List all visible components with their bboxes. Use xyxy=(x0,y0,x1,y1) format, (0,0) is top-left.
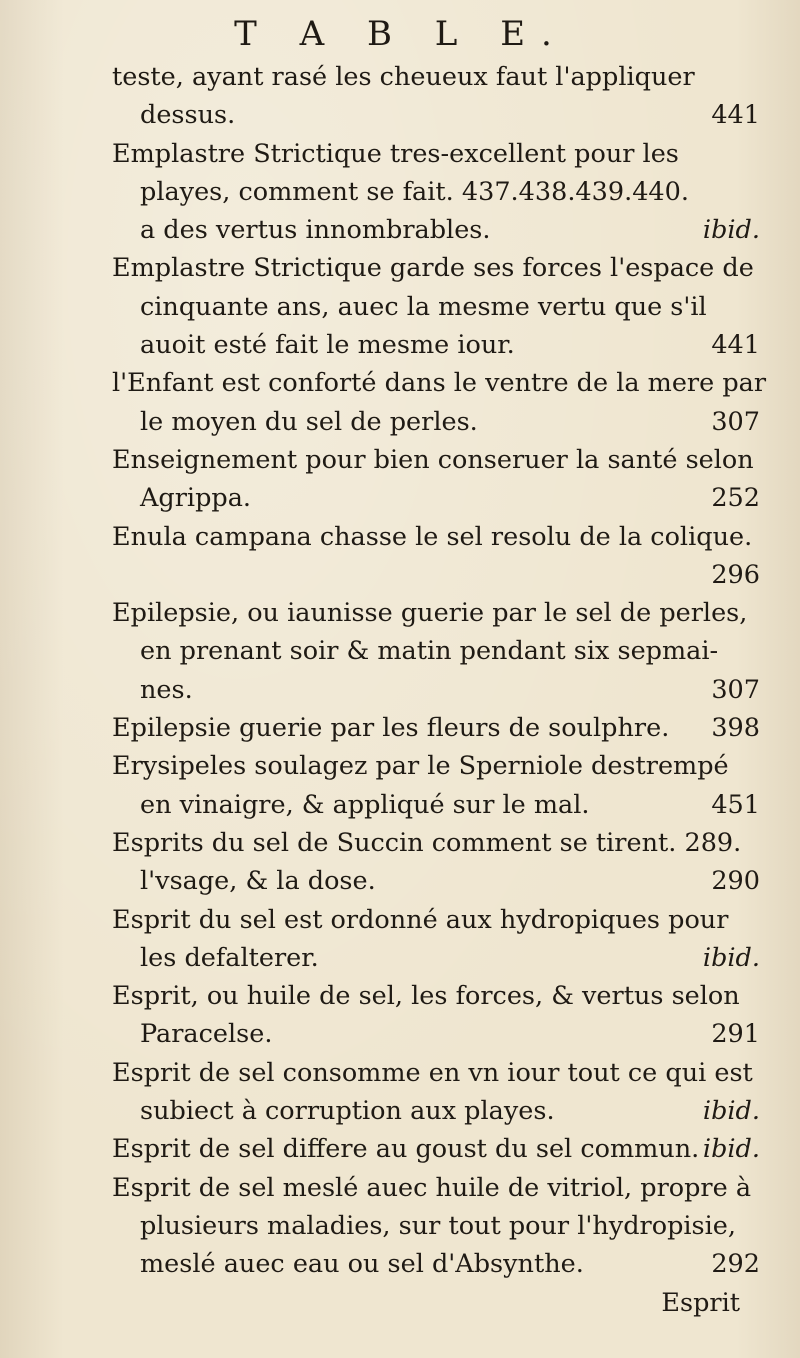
entry-text: Epilepsie guerie par les fleurs de soulphre. xyxy=(112,713,670,744)
page-reference: 292 xyxy=(711,1249,760,1280)
index-entry xyxy=(112,1130,760,1168)
entry-text: subiect à corruption aux playes. xyxy=(140,1096,555,1127)
entry-line: playes, comment se fait. 437.438.439.440. xyxy=(140,176,689,207)
entry-tail-line xyxy=(112,556,760,594)
entry-tail-line xyxy=(112,671,760,709)
catchword: Esprit xyxy=(661,1287,740,1318)
entry-line: Emplastre Strictique garde ses forces l'espace de xyxy=(112,253,754,284)
entry-tail-line xyxy=(112,709,760,747)
index-entry xyxy=(112,747,760,824)
page-reference: 451 xyxy=(711,789,760,820)
entry-text: le moyen du sel de perles. xyxy=(140,406,478,437)
entry-text: Esprit de sel differe au goust du sel commun. xyxy=(112,1134,700,1165)
page-reference: ibid. xyxy=(702,215,760,246)
entry-line: Erysipeles soulagez par le Sperniole destrempé xyxy=(112,751,729,782)
page-reference: 290 xyxy=(711,866,760,897)
entry-tail-line xyxy=(112,211,760,249)
entry-line: Emplastre Strictique tres-excellent pour les xyxy=(112,138,679,169)
index-entry xyxy=(112,441,760,518)
entry-text: en vinaigre, & appliqué sur le mal. xyxy=(140,789,590,820)
page-reference: 296 xyxy=(711,559,760,590)
entry-text: meslé auec eau ou sel d'Absynthe. xyxy=(140,1249,584,1280)
entry-tail-line xyxy=(112,1245,760,1283)
entry-text: dessus. xyxy=(140,100,236,131)
index-entry xyxy=(112,364,767,441)
entry-tail-line xyxy=(112,862,760,900)
entry-text: Agrippa. xyxy=(140,483,252,514)
index-entry xyxy=(112,518,760,595)
entry-line: Esprits du sel de Succin comment se tirent. 289. xyxy=(112,827,742,858)
entry-tail-line xyxy=(112,96,760,134)
entry-tail-line xyxy=(112,403,760,441)
entry-line: l'Enfant est conforté dans le ventre de la mere par xyxy=(112,368,767,399)
entry-tail-line xyxy=(112,1130,760,1168)
entry-text: l'vsage, & la dose. xyxy=(140,866,376,897)
entry-text: les defalterer. xyxy=(140,942,319,973)
entry-line: Esprit de sel consomme en vn iour tout ce qui est xyxy=(112,1057,753,1088)
index-entry xyxy=(112,824,760,901)
index-entry xyxy=(112,1054,760,1131)
page-reference: ibid. xyxy=(702,1096,760,1127)
page-reference: 441 xyxy=(711,330,760,361)
entry-text: nes. xyxy=(140,674,193,705)
page-reference: 441 xyxy=(711,100,760,131)
page-reference: 398 xyxy=(711,713,760,744)
entry-line: Esprit, ou huile de sel, les forces, & vertus selon xyxy=(112,981,740,1012)
entry-tail-line xyxy=(112,939,760,977)
index-entry xyxy=(112,594,760,709)
index-entry xyxy=(112,1169,760,1284)
entry-tail-line xyxy=(112,1092,760,1130)
page-reference: ibid. xyxy=(702,1134,760,1165)
index-entry xyxy=(112,249,760,364)
page-reference: ibid. xyxy=(702,942,760,973)
index-entry xyxy=(112,135,760,250)
index-entry xyxy=(112,58,760,135)
entry-text: auoit esté fait le mesme iour. xyxy=(140,330,515,361)
entry-line: Enula campana chasse le sel resolu de la colique. xyxy=(112,521,753,552)
entry-text: a des vertus innombrables. xyxy=(140,215,491,246)
entry-tail-line xyxy=(112,1015,760,1053)
entry-line: Epilepsie, ou iaunisse guerie par le sel de perles, xyxy=(112,598,748,629)
page-reference: 252 xyxy=(711,483,760,514)
entry-line: cinquante ans, auec la mesme vertu que s'il xyxy=(140,291,707,322)
entry-tail-line xyxy=(112,479,760,517)
page-header: T A B L E. xyxy=(234,14,568,54)
page-reference: 291 xyxy=(711,1019,760,1050)
index-entries xyxy=(112,58,767,1284)
entry-line: teste, ayant rasé les cheueux faut l'appliquer xyxy=(112,62,695,92)
entry-line: Esprit de sel meslé auec huile de vitriol, propre à xyxy=(112,1172,752,1203)
entry-text: Paracelse. xyxy=(140,1019,273,1050)
index-entry xyxy=(112,709,760,747)
entry-tail-line xyxy=(112,786,760,824)
page-reference: 307 xyxy=(711,674,760,705)
index-entry xyxy=(112,977,760,1054)
page-reference: 307 xyxy=(711,406,760,437)
entry-line: Esprit du sel est ordonné aux hydropiques pour xyxy=(112,904,729,935)
entry-line: plusieurs maladies, sur tout pour l'hydropisie, xyxy=(140,1210,737,1241)
entry-tail-line xyxy=(112,326,760,364)
index-entry xyxy=(112,901,760,978)
entry-line: Enseignement pour bien conseruer la santé selon xyxy=(112,444,754,475)
entry-line: en prenant soir & matin pendant six sepmai- xyxy=(140,636,719,667)
